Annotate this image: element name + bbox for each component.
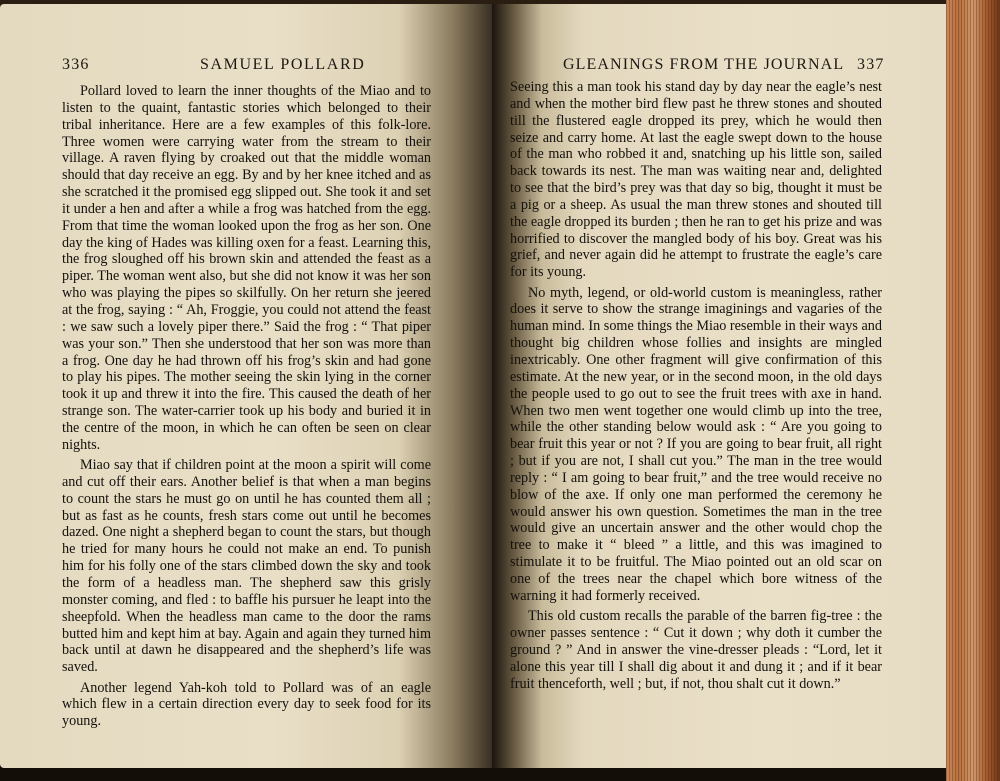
left-page-body bbox=[62, 83, 431, 734]
page-edges bbox=[946, 0, 1000, 781]
right-page-body bbox=[510, 79, 882, 696]
running-head-left: SAMUEL POLLARD bbox=[200, 56, 366, 73]
paragraph: This old custom recalls the parable of the barren fig-tree : the owner passes sentence : “ Cut it down ; why doth it cumber the ground ? ” And in answer the vine-dresser pleads : “Lord, let it alone this year till I shall dig about it and dung it ; and if it bear fruit thenceforth, well ; but, if not, thou shalt cut it down.” bbox=[510, 608, 882, 692]
paragraph: Pollard loved to learn the inner thoughts of the Miao and to listen to the quaint, fantastic stories which belonged to their tribal inheritance. Here are a few examples of this folk-lore. Three women were carrying water from the stream to their village. A raven flying by croaked out that the middle woman should that day receive an egg. By and by her knee itched and as she scratched it the promised egg slipped out. She took it and set it under a hen and after a while a frog was hatched from the egg. From that time the woman looked upon the frog as her son. One day the king of Hades was killing oxen for a feast. Learning this, the frog sloughed off his brown skin and attended the feast as a piper. The woman went also, but she did not know it was her son who was playing the pipes so skilfully. On her return she jeered at the frog, saying : “ Ah, Froggie, you could not attend the feast : we saw such a lovely piper there.” Said the frog : “ That piper was your son.” Then she understood that her son was more than a frog. One day he had thrown off his frog’s skin and had gone to play his pipes. The mother seeing the skin lying in the corner took it up and threw it into the fire. This caused the death of her strange son. The water-carrier took up his body and buried it in the centre of the moon, in which he can often be seen on clear nights. bbox=[62, 83, 431, 453]
paragraph: Miao say that if children point at the moon a spirit will come and cut off their ears. Another belief is that when a man begins to count the stars he must go on until he has counted them all ; but as fast as he counts, fresh stars come out until he becomes dazed. One night a shepherd began to count the stars, but though he tried for many hours he could not make an end. To punish him for his folly one of the stars climbed down the sky and took the form of a headless man. The shepherd saw this grisly monster coming, and fled : to baffle his pursuer he leapt into the sheepfold. When the headless man came to the door the rams butted him and kept him at bay. Again and again they turned him back until at dawn he disappeared and the shepherd’s life was saved. bbox=[62, 457, 431, 676]
paragraph: Seeing this a man took his stand day by day near the eagle’s nest and when the mother bird flew past he threw stones and shouted till the flustered eagle dropped its prey, which he would then seize and carry home. At last the eagle swept down to the house of the man who robbed it and, snatching up his little son, sailed back towards its nest. The man was waiting near and, delighted to see that the bird’s prey was that day so big, thought it must be a pig or a sheep. As usual the man threw stones and shouted till the eagle dropped its burden ; then he ran to get his prize and was horrified to discover the mangled body of his boy. Great was his grief, and never again did he attempt to frustrate the eagle’s care for its young. bbox=[510, 79, 882, 281]
page-number-left: 336 bbox=[62, 56, 90, 73]
left-page bbox=[0, 4, 498, 768]
page-number-right: 337 bbox=[857, 56, 885, 73]
paragraph: No myth, legend, or old-world custom is meaningless, rather does it serve to show the strange imaginings and vagaries of the human mind. In some things the Miao resemble in their ways and thought big children whose follies and insights are mingled inextricably. One other fragment will give confirmation of this estimate. At the new year, or in the second moon, in the old days the people used to go out to see the fruit trees with axe in hand. When two men went together one would climb up into the tree, while the other standing below would ask : “ Are you going to bear fruit this year or not ? If you are going to bear fruit, all right ; but if you are not, I shall cut you.” The man in the tree would reply : “ I am going to bear fruit,” and the tree would receive no blow of the axe. If only one man performed the ceremony he would answer his own question. Sometimes the man in the tree would give an uncertain answer and the other would chop the tree to make it “ bleed ” a little, and this was imagined to stimulate it to be fruitful. The Miao pointed out an old scar on one of the trees near the chapel which bore witness of the warning it had formerly received. bbox=[510, 284, 882, 604]
running-head-right: GLEANINGS FROM THE JOURNAL bbox=[563, 56, 845, 73]
paragraph: Another legend Yah-koh told to Pollard was of an eagle which flew in a certain direction every day to seek food for its young. bbox=[62, 679, 431, 730]
